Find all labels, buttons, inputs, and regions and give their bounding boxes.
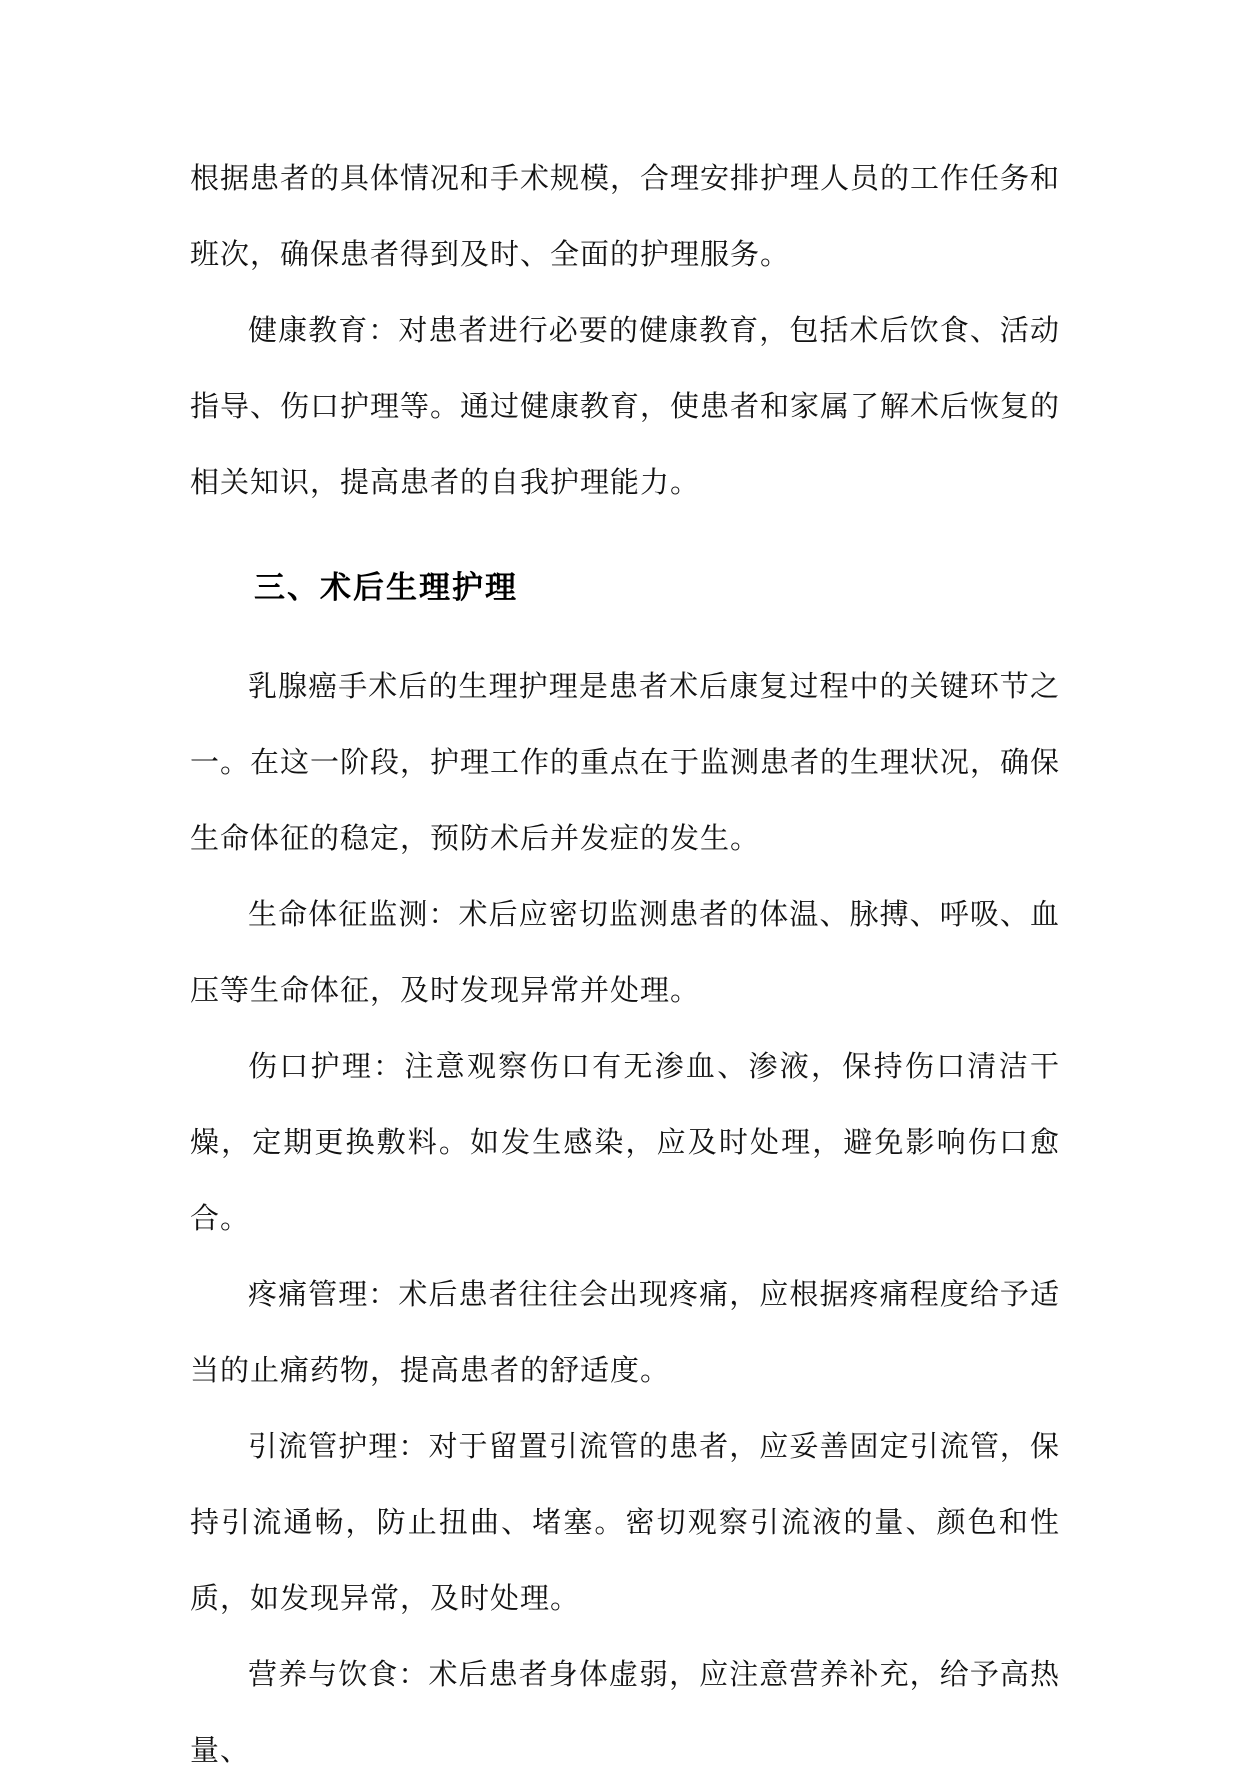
paragraph-intro-physiological-care: 乳腺癌手术后的生理护理是患者术后康复过程中的关键环节之一。在这一阶段，护理工作的重点在于监测患者的生理状况，确保生命体征的稳定，预防术后并发症的发生。 <box>190 669 1061 855</box>
paragraph-wound-care: 伤口护理：注意观察伤口有无渗血、渗液，保持伤口清洁干燥，定期更换敷料。如发生感染，应及时处理，避免影响伤口愈合。 <box>190 1049 1060 1235</box>
paragraph-nutrition: 营养与饮食：术后患者身体虚弱，应注意营养补充，给予高热量、 <box>190 1657 1060 1767</box>
paragraph-staffing-continuation: 根据患者的具体情况和手术规模，合理安排护理人员的工作任务和班次，确保患者得到及时、全面的护理服务。 <box>190 161 1061 271</box>
paragraph-health-education: 健康教育：对患者进行必要的健康教育，包括术后饮食、活动指导、伤口护理等。通过健康教育，使患者和家属了解术后恢复的相关知识，提高患者的自我护理能力。 <box>190 313 1061 499</box>
section-heading-postop-physiological-care: 三、术后生理护理 <box>254 570 518 606</box>
paragraph-drainage-care: 引流管护理：对于留置引流管的患者，应妥善固定引流管，保持引流通畅，防止扭曲、堵塞。密切观察引流液的量、颜色和性质，如发现异常，及时处理。 <box>190 1429 1060 1615</box>
paragraph-pain-management: 疼痛管理：术后患者往往会出现疼痛，应根据疼痛程度给予适当的止痛药物，提高患者的舒适度。 <box>190 1277 1060 1387</box>
paragraph-vital-signs: 生命体征监测：术后应密切监测患者的体温、脉搏、呼吸、血压等生命体征，及时发现异常并处理。 <box>190 897 1060 1007</box>
document-body <box>190 140 1060 1788</box>
